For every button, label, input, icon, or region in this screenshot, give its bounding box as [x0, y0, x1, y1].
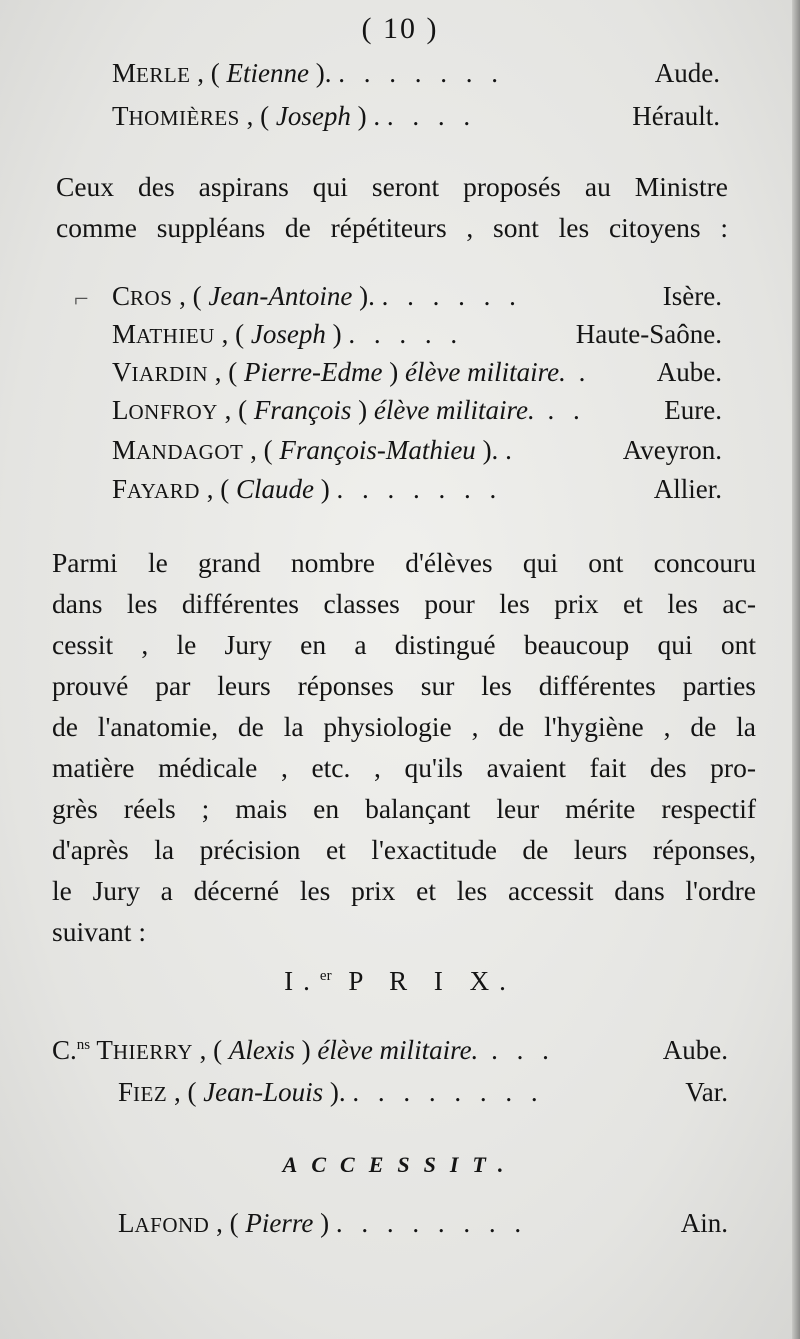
prefix-superscript: ns	[76, 1037, 91, 1053]
surname-initial: L	[118, 1208, 135, 1238]
separator: , (	[214, 319, 251, 349]
given-name: Joseph	[250, 319, 326, 349]
given-name: Jean-Louis	[203, 1077, 324, 1107]
surname-initial: T	[112, 101, 129, 131]
given-name: Pierre	[245, 1208, 314, 1238]
leader-dots: . . . . . .	[381, 281, 522, 311]
surname: ERLE	[136, 63, 191, 87]
text-line: prouvé par leurs réponses sur les différentes parties	[52, 670, 756, 701]
surname: HOMIÈRES	[128, 106, 240, 130]
text-line: Parmi le grand nombre d'élèves qui ont concouru	[52, 547, 756, 578]
separator: , (	[209, 1208, 246, 1238]
separator: ).	[308, 58, 339, 88]
separator: , (	[239, 101, 276, 131]
separator: )	[294, 1035, 318, 1065]
surname: IARDIN	[131, 362, 208, 386]
surname-initial: M	[112, 319, 137, 349]
text-line: le Jury a décerné les prix et les accessit dans l'ordre	[52, 875, 756, 906]
heading-superscript: er	[319, 968, 332, 984]
leader-dots: . . . . . . .	[336, 474, 503, 504]
given-name: Joseph	[275, 101, 351, 131]
department: Var.	[685, 1077, 728, 1107]
given-name: Jean-Antoine	[208, 281, 353, 311]
given-name: François	[253, 395, 352, 425]
text-line: d'après la précision et l'exactitude de leurs réponses,	[52, 834, 756, 865]
separator: )	[351, 395, 374, 425]
text-line: comme suppléans de répétiteurs , sont les citoyens :	[56, 212, 728, 243]
separator: , (	[217, 395, 254, 425]
leader-dots: . . . . . . . .	[352, 1077, 544, 1107]
list-entry	[112, 321, 722, 348]
department: Allier.	[653, 474, 722, 504]
list-entry	[112, 103, 720, 130]
separator: , (	[243, 435, 280, 465]
separator: ).	[475, 435, 506, 465]
surname: IEZ	[133, 1082, 168, 1106]
heading-numeral: I.	[284, 966, 320, 996]
list-entry	[112, 60, 720, 87]
paragraph-jury	[52, 542, 756, 952]
surname-initial: T	[96, 1035, 113, 1065]
separator: , (	[172, 281, 209, 311]
separator: )	[325, 319, 349, 349]
surname: ROS	[130, 286, 173, 310]
surname-initial: C	[112, 281, 131, 311]
list-entry	[52, 1037, 728, 1064]
heading-word: P R I X.	[348, 966, 516, 996]
surname: ANDAGOT	[136, 440, 244, 464]
separator: , (	[199, 474, 236, 504]
status-note: élève militaire.	[317, 1035, 479, 1065]
separator: , (	[190, 58, 227, 88]
text-line: grès réels ; mais en balançant leur mérite respectif	[52, 793, 756, 824]
list-entry	[112, 359, 722, 386]
surname: ATHIEU	[136, 324, 215, 348]
separator: )	[382, 357, 405, 387]
citizens-prefix: C.	[52, 1035, 77, 1065]
given-name: Claude	[235, 474, 314, 504]
surname-initial: M	[112, 58, 137, 88]
separator: , (	[192, 1035, 229, 1065]
department: Aube.	[662, 1035, 728, 1065]
separator: ).	[352, 281, 382, 311]
leader-dots: .	[505, 435, 518, 465]
surname: ONFROY	[128, 400, 218, 424]
given-name: Alexis	[228, 1035, 295, 1065]
status-note: élève militaire.	[373, 395, 535, 425]
text-line: de l'anatomie, de la physiologie , de l'hygiène , de la	[52, 711, 756, 742]
department: Aveyron.	[622, 435, 722, 465]
given-name: Pierre-Edme	[244, 357, 383, 387]
separator: )	[313, 1208, 336, 1238]
list-entry	[112, 283, 722, 310]
separator: )	[313, 474, 337, 504]
department: Haute-Saône.	[575, 319, 722, 349]
department: Isère.	[662, 281, 722, 311]
separator: , (	[167, 1077, 204, 1107]
surname: AFOND	[134, 1213, 210, 1237]
accessit-heading: ACCESSIT.	[282, 1152, 518, 1177]
separator: , (	[208, 357, 244, 387]
separator: ) .	[350, 101, 387, 131]
surname: AYARD	[127, 479, 200, 503]
surname-initial: F	[118, 1077, 134, 1107]
leader-dots: . . . . . . .	[338, 58, 504, 88]
surname-initial: L	[112, 395, 129, 425]
given-name: Etienne	[226, 58, 309, 88]
list-entry	[118, 1079, 728, 1106]
department: Hérault.	[632, 101, 720, 131]
page-edge-shadow	[792, 0, 800, 1339]
status-note: élève militaire.	[404, 357, 566, 387]
list-entry	[118, 1210, 728, 1237]
list-entry	[112, 476, 722, 503]
list-entry	[112, 437, 722, 464]
leader-dots: . . .	[478, 1035, 555, 1065]
surname-initial: M	[112, 435, 137, 465]
department: Aude.	[654, 58, 720, 88]
text-line: cessit , le Jury en a distingué beaucoup qui ont	[52, 629, 756, 660]
page-number: ( 10 )	[361, 12, 439, 45]
list-entry	[112, 397, 722, 424]
text-line: matière médicale , etc. , qu'ils avaient fait des pro-	[52, 752, 756, 783]
surname-initial: V	[112, 357, 132, 387]
text-line: dans les différentes classes pour les prix et les ac-	[52, 588, 756, 619]
surname: HIERRY	[112, 1040, 193, 1064]
leader-dots: . . . .	[386, 101, 477, 131]
department: Ain.	[680, 1208, 728, 1238]
text-line: suivant :	[52, 916, 146, 947]
given-name: François-Mathieu	[279, 435, 476, 465]
leader-dots: . . . . .	[348, 319, 464, 349]
leader-dots: . .	[534, 395, 586, 425]
leader-dots: .	[565, 357, 592, 387]
department: Eure.	[664, 395, 722, 425]
pen-mark: ⌐	[74, 284, 89, 313]
separator: ).	[323, 1077, 353, 1107]
leader-dots: . . . . . . . .	[335, 1208, 528, 1238]
prix-heading	[0, 966, 800, 997]
paragraph-suppleants	[56, 166, 728, 248]
department: Aube.	[656, 357, 722, 387]
surname-initial: F	[112, 474, 128, 504]
text-line: Ceux des aspirans qui seront proposés au Ministre	[56, 171, 728, 202]
